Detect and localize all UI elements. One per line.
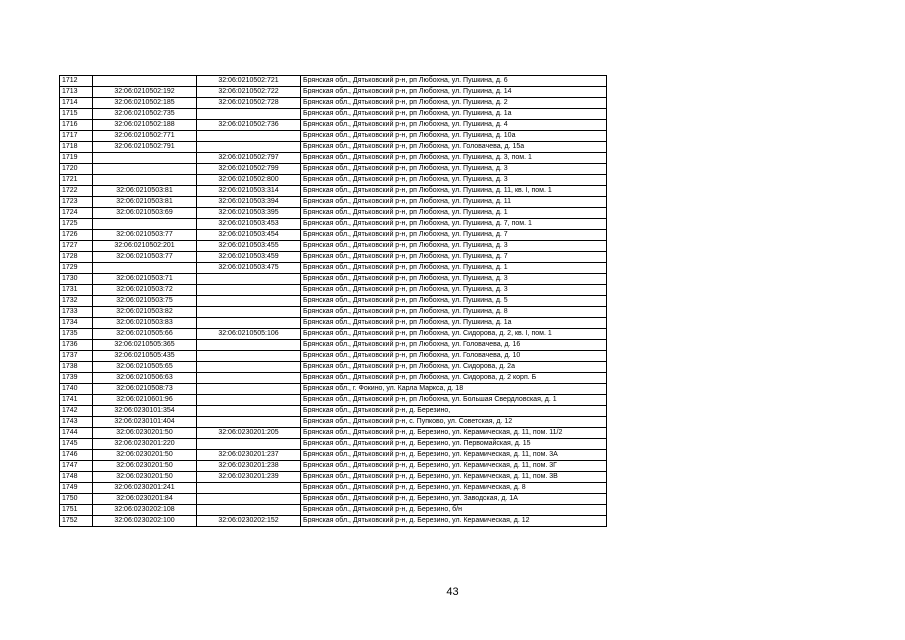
parcel-number-cell: 32:06:0230202:100: [93, 516, 197, 527]
building-number-cell: 32:06:0210502:722: [197, 87, 301, 98]
row-number-cell: 1736: [60, 340, 93, 351]
address-cell: Брянская обл., Дятьковский р-н, рп Любохна, ул. Пушкина, д. 3: [301, 285, 607, 296]
address-cell: Брянская обл., Дятьковский р-н, д. Березино, ул. Заводская, д. 1А: [301, 494, 607, 505]
parcel-number-cell: 32:06:0210503:77: [93, 230, 197, 241]
table-row: [60, 318, 607, 329]
parcel-number-cell: 32:06:0210502:771: [93, 131, 197, 142]
building-number-cell: 32:06:0230201:205: [197, 428, 301, 439]
building-number-cell: [197, 406, 301, 417]
building-number-cell: 32:06:0210502:736: [197, 120, 301, 131]
table-row: [60, 208, 607, 219]
row-number-cell: 1719: [60, 153, 93, 164]
parcel-number-cell: 32:06:0210502:188: [93, 120, 197, 131]
table-row: [60, 131, 607, 142]
row-number-cell: 1727: [60, 241, 93, 252]
address-cell: Брянская обл., Дятьковский р-н, рп Любохна, ул. Пушкина, д. 3: [301, 164, 607, 175]
row-number-cell: 1737: [60, 351, 93, 362]
row-number-cell: 1733: [60, 307, 93, 318]
address-cell: Брянская обл., Дятьковский р-н, рп Любохна, ул. Большая Свердловская, д. 1: [301, 395, 607, 406]
address-cell: Брянская обл., Дятьковский р-н, д. Березино, ул. Керамическая, д. 12: [301, 516, 607, 527]
row-number-cell: 1722: [60, 186, 93, 197]
building-number-cell: 32:06:0230201:238: [197, 461, 301, 472]
parcel-number-cell: 32:06:0230201:50: [93, 461, 197, 472]
table-row: [60, 494, 607, 505]
parcel-number-cell: 32:06:0210601:96: [93, 395, 197, 406]
table-row: [60, 241, 607, 252]
building-number-cell: 32:06:0230202:152: [197, 516, 301, 527]
address-cell: Брянская обл., Дятьковский р-н, д. Березино, ул. Керамическая, д. 11, пом. 3А: [301, 450, 607, 461]
address-cell: Брянская обл., Дятьковский р-н, рп Любохна, ул. Головачева, д. 16: [301, 340, 607, 351]
address-cell: Брянская обл., Дятьковский р-н, рп Любохна, ул. Головачева, д. 10: [301, 351, 607, 362]
row-number-cell: 1741: [60, 395, 93, 406]
table-row: [60, 307, 607, 318]
parcel-number-cell: 32:06:0210502:201: [93, 241, 197, 252]
row-number-cell: 1725: [60, 219, 93, 230]
parcel-number-cell: 32:06:0210505:365: [93, 340, 197, 351]
parcel-number-cell: 32:06:0210503:81: [93, 186, 197, 197]
table-row: [60, 109, 607, 120]
address-cell: Брянская обл., Дятьковский р-н, д. Березино, ул. Керамическая, д. 11, пом. 3Г: [301, 461, 607, 472]
row-number-cell: 1752: [60, 516, 93, 527]
row-number-cell: 1723: [60, 197, 93, 208]
row-number-cell: 1732: [60, 296, 93, 307]
table-row: [60, 461, 607, 472]
address-cell: Брянская обл., Дятьковский р-н, рп Любохна, ул. Пушкина, д. 3: [301, 241, 607, 252]
building-number-cell: [197, 395, 301, 406]
address-cell: Брянская обл., Дятьковский р-н, рп Любохна, ул. Пушкина, д. 4: [301, 120, 607, 131]
parcel-number-cell: 32:06:0210503:69: [93, 208, 197, 219]
parcel-number-cell: 32:06:0230201:50: [93, 472, 197, 483]
address-cell: Брянская обл., Дятьковский р-н, рп Любохна, ул. Пушкина, д. 7: [301, 230, 607, 241]
building-number-cell: 32:06:0210502:721: [197, 76, 301, 87]
building-number-cell: 32:06:0210503:454: [197, 230, 301, 241]
building-number-cell: [197, 439, 301, 450]
address-cell: Брянская обл., Дятьковский р-н, рп Любохна, ул. Сидорова, д. 2а: [301, 362, 607, 373]
address-cell: Брянская обл., Дятьковский р-н, с. Пупково, ул. Советская, д. 12: [301, 417, 607, 428]
address-cell: Брянская обл., Дятьковский р-н, рп Любохна, ул. Пушкина, д. 11: [301, 197, 607, 208]
row-number-cell: 1714: [60, 98, 93, 109]
building-number-cell: 32:06:0210503:475: [197, 263, 301, 274]
parcel-number-cell: 32:06:0210505:66: [93, 329, 197, 340]
address-cell: Брянская обл., Дятьковский р-н, рп Любохна, ул. Пушкина, д. 1: [301, 263, 607, 274]
building-number-cell: 32:06:0230201:237: [197, 450, 301, 461]
building-number-cell: [197, 131, 301, 142]
row-number-cell: 1734: [60, 318, 93, 329]
building-number-cell: [197, 142, 301, 153]
table-row: [60, 362, 607, 373]
row-number-cell: 1743: [60, 417, 93, 428]
row-number-cell: 1735: [60, 329, 93, 340]
address-cell: Брянская обл., Дятьковский р-н, рп Любохна, ул. Пушкина, д. 1: [301, 208, 607, 219]
row-number-cell: 1748: [60, 472, 93, 483]
table-row: [60, 351, 607, 362]
building-number-cell: [197, 274, 301, 285]
parcel-number-cell: 32:06:0210505:65: [93, 362, 197, 373]
address-cell: Брянская обл., Дятьковский р-н, рп Любохна, ул. Пушкина, д. 7: [301, 252, 607, 263]
building-number-cell: [197, 417, 301, 428]
parcel-number-cell: 32:06:0210502:735: [93, 109, 197, 120]
address-cell: Брянская обл., Дятьковский р-н, д. Березино, ул. Первомайская, д. 15: [301, 439, 607, 450]
row-number-cell: 1729: [60, 263, 93, 274]
building-number-cell: 32:06:0210502:797: [197, 153, 301, 164]
parcel-number-cell: 32:06:0210503:82: [93, 307, 197, 318]
building-number-cell: 32:06:0210502:800: [197, 175, 301, 186]
table-row: [60, 296, 607, 307]
row-number-cell: 1740: [60, 384, 93, 395]
row-number-cell: 1744: [60, 428, 93, 439]
building-number-cell: [197, 296, 301, 307]
row-number-cell: 1720: [60, 164, 93, 175]
parcel-number-cell: 32:06:0230202:108: [93, 505, 197, 516]
row-number-cell: 1721: [60, 175, 93, 186]
building-number-cell: 32:06:0230201:239: [197, 472, 301, 483]
table-row: [60, 120, 607, 131]
row-number-cell: 1750: [60, 494, 93, 505]
row-number-cell: 1717: [60, 131, 93, 142]
row-number-cell: 1751: [60, 505, 93, 516]
row-number-cell: 1746: [60, 450, 93, 461]
row-number-cell: 1742: [60, 406, 93, 417]
table-row: [60, 483, 607, 494]
building-number-cell: 32:06:0210505:106: [197, 329, 301, 340]
row-number-cell: 1738: [60, 362, 93, 373]
table-row: [60, 329, 607, 340]
parcel-number-cell: 32:06:0210503:72: [93, 285, 197, 296]
table-row: [60, 274, 607, 285]
table-row: [60, 197, 607, 208]
table-row: [60, 472, 607, 483]
row-number-cell: 1728: [60, 252, 93, 263]
parcel-number-cell: 32:06:0210503:71: [93, 274, 197, 285]
table-row: [60, 76, 607, 87]
table-row: [60, 439, 607, 450]
table-row: [60, 186, 607, 197]
building-number-cell: [197, 373, 301, 384]
row-number-cell: 1745: [60, 439, 93, 450]
table-row: [60, 395, 607, 406]
building-number-cell: 32:06:0210503:394: [197, 197, 301, 208]
address-cell: Брянская обл., Дятьковский р-н, рп Любохна, ул. Пушкина, д. 10а: [301, 131, 607, 142]
address-cell: Брянская обл., Дятьковский р-н, рп Любохна, ул. Пушкина, д. 1а: [301, 318, 607, 329]
table-row: [60, 285, 607, 296]
building-number-cell: [197, 285, 301, 296]
parcel-number-cell: 32:06:0210503:75: [93, 296, 197, 307]
address-cell: Брянская обл., Дятьковский р-н, д. Березино, ул. Керамическая, д. 11, пом. 3В: [301, 472, 607, 483]
building-number-cell: 32:06:0210503:395: [197, 208, 301, 219]
row-number-cell: 1715: [60, 109, 93, 120]
address-cell: Брянская обл., Дятьковский р-н, рп Любохна, ул. Пушкина, д. 3: [301, 175, 607, 186]
building-number-cell: [197, 505, 301, 516]
parcel-number-cell: 32:06:0230201:241: [93, 483, 197, 494]
address-cell: Брянская обл., Дятьковский р-н, д. Березино, ул. Керамическая, д. 11, пом. 11/2: [301, 428, 607, 439]
table-row: [60, 252, 607, 263]
page-number: 43: [446, 586, 459, 598]
address-cell: Брянская обл., Дятьковский р-н, рп Любохна, ул. Головачева, д. 15а: [301, 142, 607, 153]
parcel-number-cell: 32:06:0210503:77: [93, 252, 197, 263]
row-number-cell: 1716: [60, 120, 93, 131]
table-row: [60, 98, 607, 109]
building-number-cell: [197, 351, 301, 362]
address-cell: Брянская обл., Дятьковский р-н, д. Березино, ул. Керамическая, д. 8: [301, 483, 607, 494]
parcel-number-cell: 32:06:0210502:185: [93, 98, 197, 109]
address-cell: Брянская обл., Дятьковский р-н, рп Любохна, ул. Сидорова, д. 2 корп. Б: [301, 373, 607, 384]
address-cell: Брянская обл., Дятьковский р-н, рп Любохна, ул. Пушкина, д. 1а: [301, 109, 607, 120]
parcel-number-cell: [93, 164, 197, 175]
table-row: [60, 230, 607, 241]
parcel-number-cell: [93, 263, 197, 274]
building-number-cell: [197, 318, 301, 329]
building-number-cell: 32:06:0210502:728: [197, 98, 301, 109]
building-number-cell: [197, 483, 301, 494]
parcel-number-cell: 32:06:0230201:84: [93, 494, 197, 505]
row-number-cell: 1749: [60, 483, 93, 494]
table-row: [60, 164, 607, 175]
building-number-cell: 32:06:0210502:799: [197, 164, 301, 175]
parcel-number-cell: 32:06:0230201:220: [93, 439, 197, 450]
parcel-number-cell: 32:06:0210508:73: [93, 384, 197, 395]
parcel-number-cell: 32:06:0210503:81: [93, 197, 197, 208]
row-number-cell: 1747: [60, 461, 93, 472]
building-number-cell: [197, 109, 301, 120]
building-number-cell: [197, 307, 301, 318]
row-number-cell: 1712: [60, 76, 93, 87]
row-number-cell: 1724: [60, 208, 93, 219]
table-row: [60, 153, 607, 164]
parcel-number-cell: 32:06:0210503:83: [93, 318, 197, 329]
address-cell: Брянская обл., Дятьковский р-н, рп Любохна, ул. Пушкина, д. 5: [301, 296, 607, 307]
address-cell: Брянская обл., Дятьковский р-н, рп Любохна, ул. Пушкина, д. 14: [301, 87, 607, 98]
row-number-cell: 1713: [60, 87, 93, 98]
table-row: [60, 219, 607, 230]
table-row: [60, 373, 607, 384]
table-row: [60, 175, 607, 186]
parcel-number-cell: 32:06:0230201:50: [93, 450, 197, 461]
parcel-number-cell: 32:06:0210502:791: [93, 142, 197, 153]
table-row: [60, 142, 607, 153]
table-body: [60, 76, 607, 527]
table-row: [60, 87, 607, 98]
address-cell: Брянская обл., Дятьковский р-н, д. Березино,: [301, 406, 607, 417]
row-number-cell: 1731: [60, 285, 93, 296]
building-number-cell: 32:06:0210503:453: [197, 219, 301, 230]
property-table: [59, 75, 607, 527]
parcel-number-cell: [93, 219, 197, 230]
table-row: [60, 516, 607, 527]
table-row: [60, 384, 607, 395]
address-cell: Брянская обл., г. Фокино, ул. Карла Маркса, д. 18: [301, 384, 607, 395]
parcel-number-cell: [93, 76, 197, 87]
building-number-cell: [197, 340, 301, 351]
building-number-cell: 32:06:0210503:459: [197, 252, 301, 263]
row-number-cell: 1739: [60, 373, 93, 384]
parcel-number-cell: 32:06:0210505:435: [93, 351, 197, 362]
parcel-number-cell: 32:06:0210502:192: [93, 87, 197, 98]
table-row: [60, 417, 607, 428]
row-number-cell: 1730: [60, 274, 93, 285]
table-row: [60, 428, 607, 439]
parcel-number-cell: 32:06:0230101:354: [93, 406, 197, 417]
row-number-cell: 1726: [60, 230, 93, 241]
table-row: [60, 340, 607, 351]
address-cell: Брянская обл., Дятьковский р-н, рп Любохна, ул. Пушкина, д. 2: [301, 98, 607, 109]
address-cell: Брянская обл., Дятьковский р-н, рп Любохна, ул. Пушкина, д. 11, кв. I, пом. 1: [301, 186, 607, 197]
parcel-number-cell: 32:06:0230101:404: [93, 417, 197, 428]
table-row: [60, 406, 607, 417]
parcel-number-cell: 32:06:0210506:63: [93, 373, 197, 384]
address-cell: Брянская обл., Дятьковский р-н, рп Любохна, ул. Пушкина, д. 8: [301, 307, 607, 318]
parcel-number-cell: [93, 175, 197, 186]
address-cell: Брянская обл., Дятьковский р-н, рп Любохна, ул. Пушкина, д. 7, пом. 1: [301, 219, 607, 230]
address-cell: Брянская обл., Дятьковский р-н, рп Любохна, ул. Пушкина, д. 6: [301, 76, 607, 87]
building-number-cell: [197, 362, 301, 373]
address-cell: Брянская обл., Дятьковский р-н, рп Любохна, ул. Пушкина, д. 3: [301, 274, 607, 285]
address-cell: Брянская обл., Дятьковский р-н, д. Березино, б/н: [301, 505, 607, 516]
parcel-number-cell: 32:06:0230201:50: [93, 428, 197, 439]
building-number-cell: [197, 384, 301, 395]
parcel-number-cell: [93, 153, 197, 164]
table-row: [60, 450, 607, 461]
building-number-cell: 32:06:0210503:314: [197, 186, 301, 197]
table-row: [60, 263, 607, 274]
address-cell: Брянская обл., Дятьковский р-н, рп Любохна, ул. Пушкина, д. 3, пом. 1: [301, 153, 607, 164]
table-row: [60, 505, 607, 516]
building-number-cell: 32:06:0210503:455: [197, 241, 301, 252]
building-number-cell: [197, 494, 301, 505]
row-number-cell: 1718: [60, 142, 93, 153]
address-cell: Брянская обл., Дятьковский р-н, рп Любохна, ул. Сидорова, д. 2, кв. I, пом. 1: [301, 329, 607, 340]
